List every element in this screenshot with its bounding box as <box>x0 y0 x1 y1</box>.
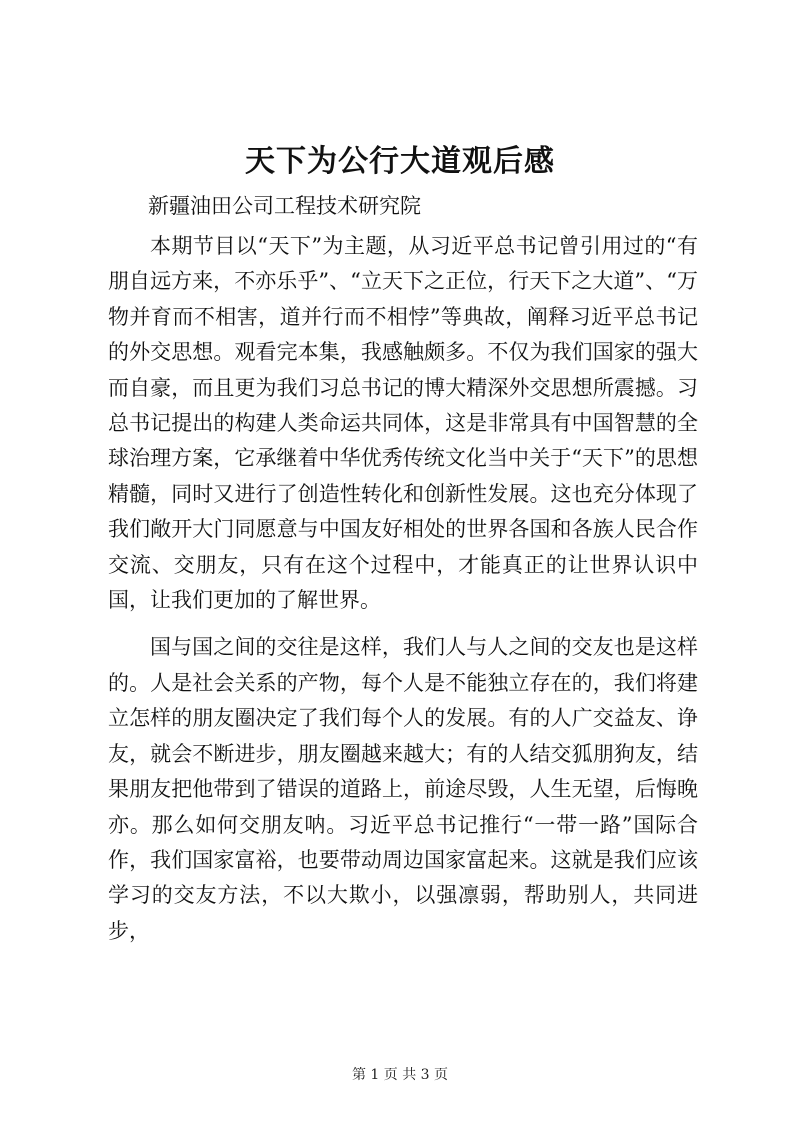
document-body <box>108 229 698 961</box>
author-affiliation: 新疆油田公司工程技术研究院 <box>148 194 421 218</box>
body-paragraph-1: 本期节目以“天下”为主题，从习近平总书记曾引用过的“有朋自远方来，不亦乐乎”、“立天下之正位，行天下之大道”、“万物并育而不相害，道并行而不相悖”等典故，阐释习近平总书记的外交思想。观看完本集，我感触颇多。不仅为我们国家的强大而自豪，而且更为我们习总书记的博大精深外交思想所震撼。习总书记提出的构建人类命运共同体，这是非常具有中国智慧的全球治理方案，它承继着中华优秀传统文化当中关于“天下”的思想精髓，同时又进行了创造性转化和创新性发展。这也充分体现了我们敞开大门同愿意与中国友好相处的世界各国和各族人民合作交流、交朋友，只有在这个过程中，才能真正的让世界认识中国，让我们更加的了解世界。 <box>108 234 698 613</box>
page-number-footer: 第 1 页 共 3 页 <box>351 1067 449 1083</box>
body-paragraph-2: 国与国之间的交往是这样，我们人与人之间的交友也是这样的。人是社会关系的产物，每个人是不能独立存在的，我们将建立怎样的朋友圈决定了我们每个人的发展。有的人广交益友、诤友，就会不断进步，朋友圈越来越大；有的人结交狐朋狗友，结果朋友把他带到了错误的道路上，前途尽毁，人生无望，后悔晚亦。那么如何交朋友呐。习近平总书记推行“一带一路”国际合作，我们国家富裕，也要带动周边国家富起来。这就是我们应该学习的交友方法，不以大欺小，以强凛弱，帮助别人，共同进步， <box>108 635 698 943</box>
document-title: 天下为公行大道观后感 <box>245 144 555 179</box>
